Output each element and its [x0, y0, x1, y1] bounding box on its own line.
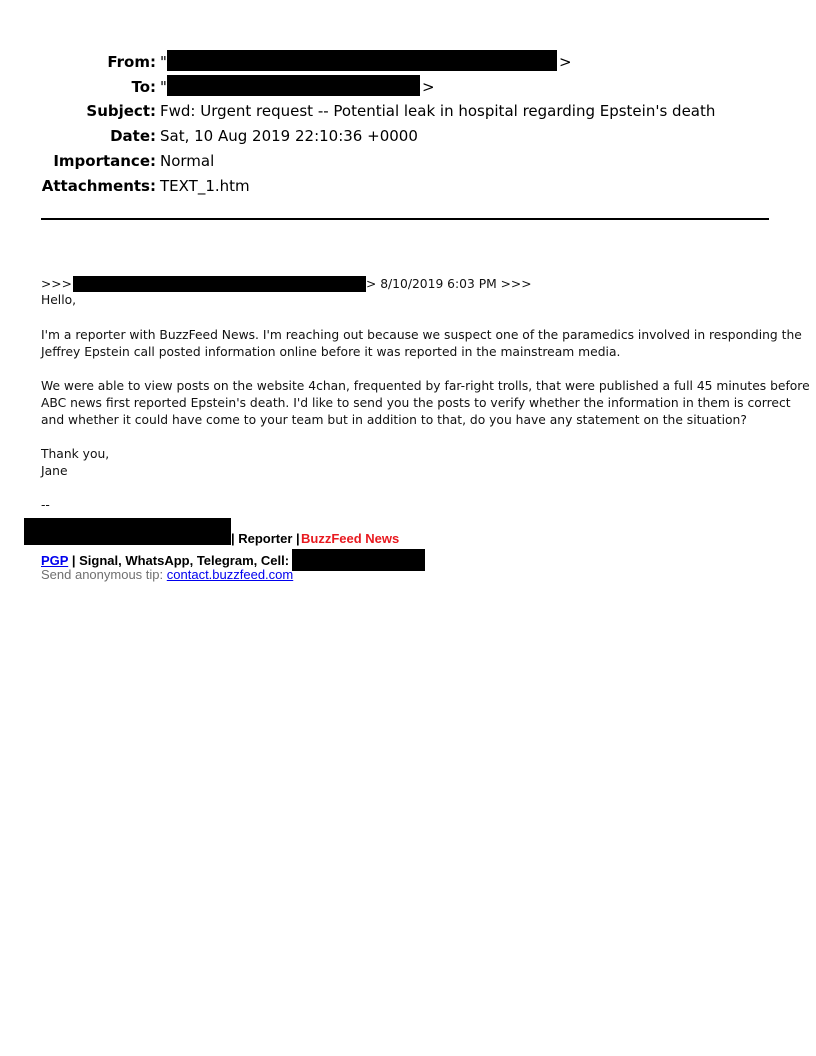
subject-value: Fwd: Urgent request -- Potential leak in hospital regarding Epstein's death — [160, 102, 716, 120]
attachments-value[interactable]: TEXT_1.htm — [160, 177, 250, 195]
tip-link[interactable]: contact.buzzfeed.com — [166, 567, 294, 582]
redaction-from — [167, 50, 557, 71]
redaction-forward-sender — [73, 276, 366, 292]
attachments-row — [0, 175, 816, 197]
importance-row — [0, 150, 816, 172]
sender-name: Jane — [41, 464, 68, 478]
importance-label: Importance: — [53, 152, 156, 170]
para2-line: and whether it could have come to your team but in addition to that, do you have any statement on the situation? — [41, 413, 747, 427]
signature-role: | Reporter | — [231, 531, 300, 546]
tip-line — [41, 566, 293, 583]
date-value: Sat, 10 Aug 2019 22:10:36 +0000 — [160, 127, 418, 145]
date-label: Date: — [110, 127, 156, 145]
from-suffix: > — [559, 53, 572, 71]
para1-line: Jeffrey Epstein call posted information online before it was reported in the mainstream media. — [41, 345, 621, 359]
contact-methods: | Signal, WhatsApp, Telegram, Cell: — [71, 553, 290, 568]
forward-suffix: > 8/10/2019 6:03 PM >>> — [366, 277, 532, 291]
pgp-link[interactable]: PGP — [41, 553, 69, 568]
para1-line: I'm a reporter with BuzzFeed News. I'm reaching out because we suspect one of the paramedics involved in responding the — [41, 328, 802, 342]
redaction-to — [167, 75, 420, 96]
subject-label: Subject: — [86, 102, 156, 120]
importance-value: Normal — [160, 152, 215, 170]
header-divider — [41, 218, 769, 220]
para2-line: We were able to view posts on the website 4chan, frequented by far-right trolls, that were published a full 45 minutes before — [41, 379, 810, 393]
tip-label: Send anonymous tip: — [41, 567, 164, 582]
redaction-signature-name — [24, 518, 231, 545]
attachments-label: Attachments: — [41, 177, 156, 195]
date-row — [0, 125, 816, 147]
greeting: Hello, — [41, 293, 77, 307]
forward-prefix: >>> — [41, 277, 72, 291]
from-prefix: " — [160, 53, 167, 71]
signature-org: BuzzFeed News — [301, 531, 400, 546]
subject-row — [0, 100, 816, 122]
closing: Thank you, — [41, 447, 110, 461]
signature-separator: -- — [41, 498, 50, 512]
para2-line: ABC news first reported Epstein's death. I'd like to send you the posts to verify whether the information in them is correct — [41, 396, 791, 410]
redaction-cell — [292, 549, 425, 571]
to-suffix: > — [422, 78, 435, 96]
to-label: To: — [131, 78, 156, 96]
from-label: From: — [107, 53, 156, 71]
to-prefix: " — [160, 78, 167, 96]
